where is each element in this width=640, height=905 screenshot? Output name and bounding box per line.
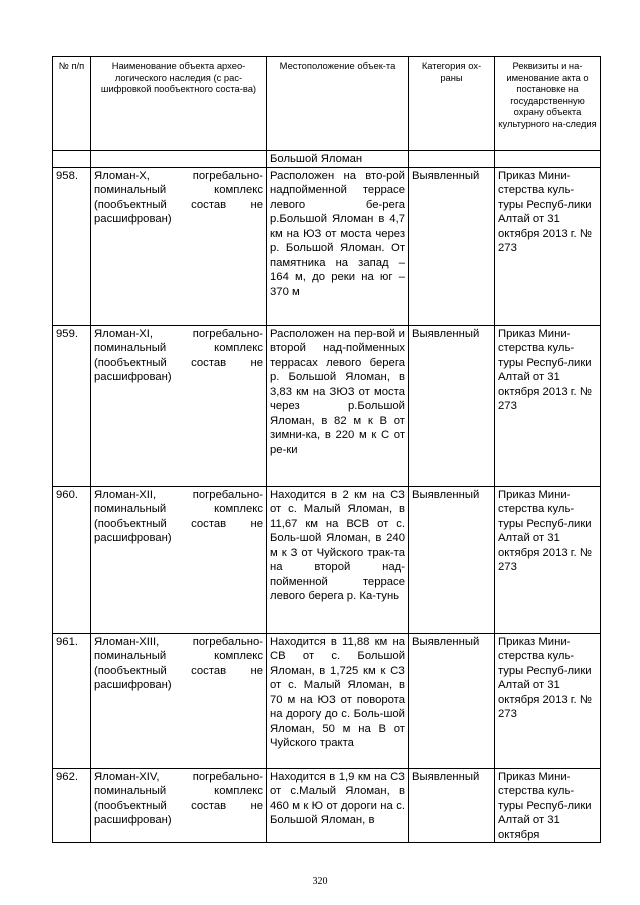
row-number: 962. xyxy=(53,768,91,843)
object-location: Расположен на вто-рой надпойменной террасе левого бе-рега р.Большой Яломан в 4,7 км на ЮЗ от моста через р. Большой Яломан. От памятника на запад – 164 м, до реки на юг – 370 м xyxy=(267,167,409,325)
header-category: Категория ох-раны xyxy=(409,57,495,151)
act-details: Приказ Мини-стерства куль-туры Респуб-лики Алтай от 31 октября 2013 г. № 273 xyxy=(495,167,601,325)
protection-category: Выявленный xyxy=(409,486,495,633)
protection-category: Выявленный xyxy=(409,768,495,843)
table-row xyxy=(53,486,601,633)
header-number: № п/п xyxy=(53,57,91,151)
row-number: 958. xyxy=(53,167,91,325)
object-name: Яломан-XII, погребально-поминальный комплекс (пообъектный состав не расшифрован) xyxy=(91,486,267,633)
protection-category: Выявленный xyxy=(409,167,495,325)
protection-category: Выявленный xyxy=(409,633,495,768)
object-name: Яломан-XI, погребально-поминальный комплекс (пообъектный состав не расшифрован) xyxy=(91,325,267,486)
heritage-registry-table xyxy=(52,56,601,843)
table-row xyxy=(53,167,601,325)
act-details: Приказ Мини-стерства куль-туры Респуб-лики Алтай от 31 октября 2013 г. № 273 xyxy=(495,325,601,486)
continuation-row xyxy=(53,151,601,168)
table-header-row xyxy=(53,57,601,151)
object-location: Расположен на пер-вой и второй над-пойменных террасах левого берега р. Большой Яломан, в 3,83 км на ЗЮЗ от моста через р.Большой Яломан, в 82 м к В от зимни-ка, в 220 м к С от ре-ки xyxy=(267,325,409,486)
act-details: Приказ Мини-стерства куль-туры Респуб-лики Алтай от 31 октября 2013 г. № 273 xyxy=(495,486,601,633)
page-number: 320 xyxy=(312,876,328,887)
continuation-text: Большой Яломан xyxy=(267,151,409,168)
table-row xyxy=(53,633,601,768)
row-number: 961. xyxy=(53,633,91,768)
row-number: 959. xyxy=(53,325,91,486)
object-location: Находится в 2 км на СЗ от с. Малый Яломан, в 11,67 км на ВСВ от с. Боль-шой Яломан, в 240 м к З от Чуйского трак-та на второй над-пойменной террасе левого берега р. Ка-тунь xyxy=(267,486,409,633)
object-location: Находится в 1,9 км на СЗ от с.Малый Яломан, в 460 м к Ю от дороги на с. Большой Яломан, в xyxy=(267,768,409,843)
protection-category: Выявленный xyxy=(409,325,495,486)
header-act-details: Реквизиты и на-именование акта о постановке на государственную охрану объекта культурного на-следия xyxy=(495,57,601,151)
act-details: Приказ Мини-стерства куль-туры Респуб-лики Алтай от 31 октября xyxy=(495,768,601,843)
table-row xyxy=(53,768,601,843)
object-name: Яломан-X, погребально-поминальный комплекс (пообъектный состав не расшифрован) xyxy=(91,167,267,325)
row-number: 960. xyxy=(53,486,91,633)
header-object-name: Наименование объекта архео-логического наследия (с рас-шифровкой пообъектного соста-ва) xyxy=(91,57,267,151)
act-details: Приказ Мини-стерства куль-туры Респуб-лики Алтай от 31 октября 2013 г. № 273 xyxy=(495,633,601,768)
object-location: Находится в 11,88 км на СВ от с. Большой Яломан, в 1,725 км к СЗ от с. Малый Яломан, в 70 м на ЮЗ от поворота на дорогу до с. Боль-шой Яломан, 50 м на В от Чуйского тракта xyxy=(267,633,409,768)
table-row xyxy=(53,325,601,486)
object-name: Яломан-XIII, погребально-поминальный комплекс (пообъектный состав не расшифрован) xyxy=(91,633,267,768)
header-location: Местоположение объек-та xyxy=(267,57,409,151)
object-name: Яломан-XIV, погребально-поминальный комплекс (пообъектный состав не расшифрован) xyxy=(91,768,267,843)
